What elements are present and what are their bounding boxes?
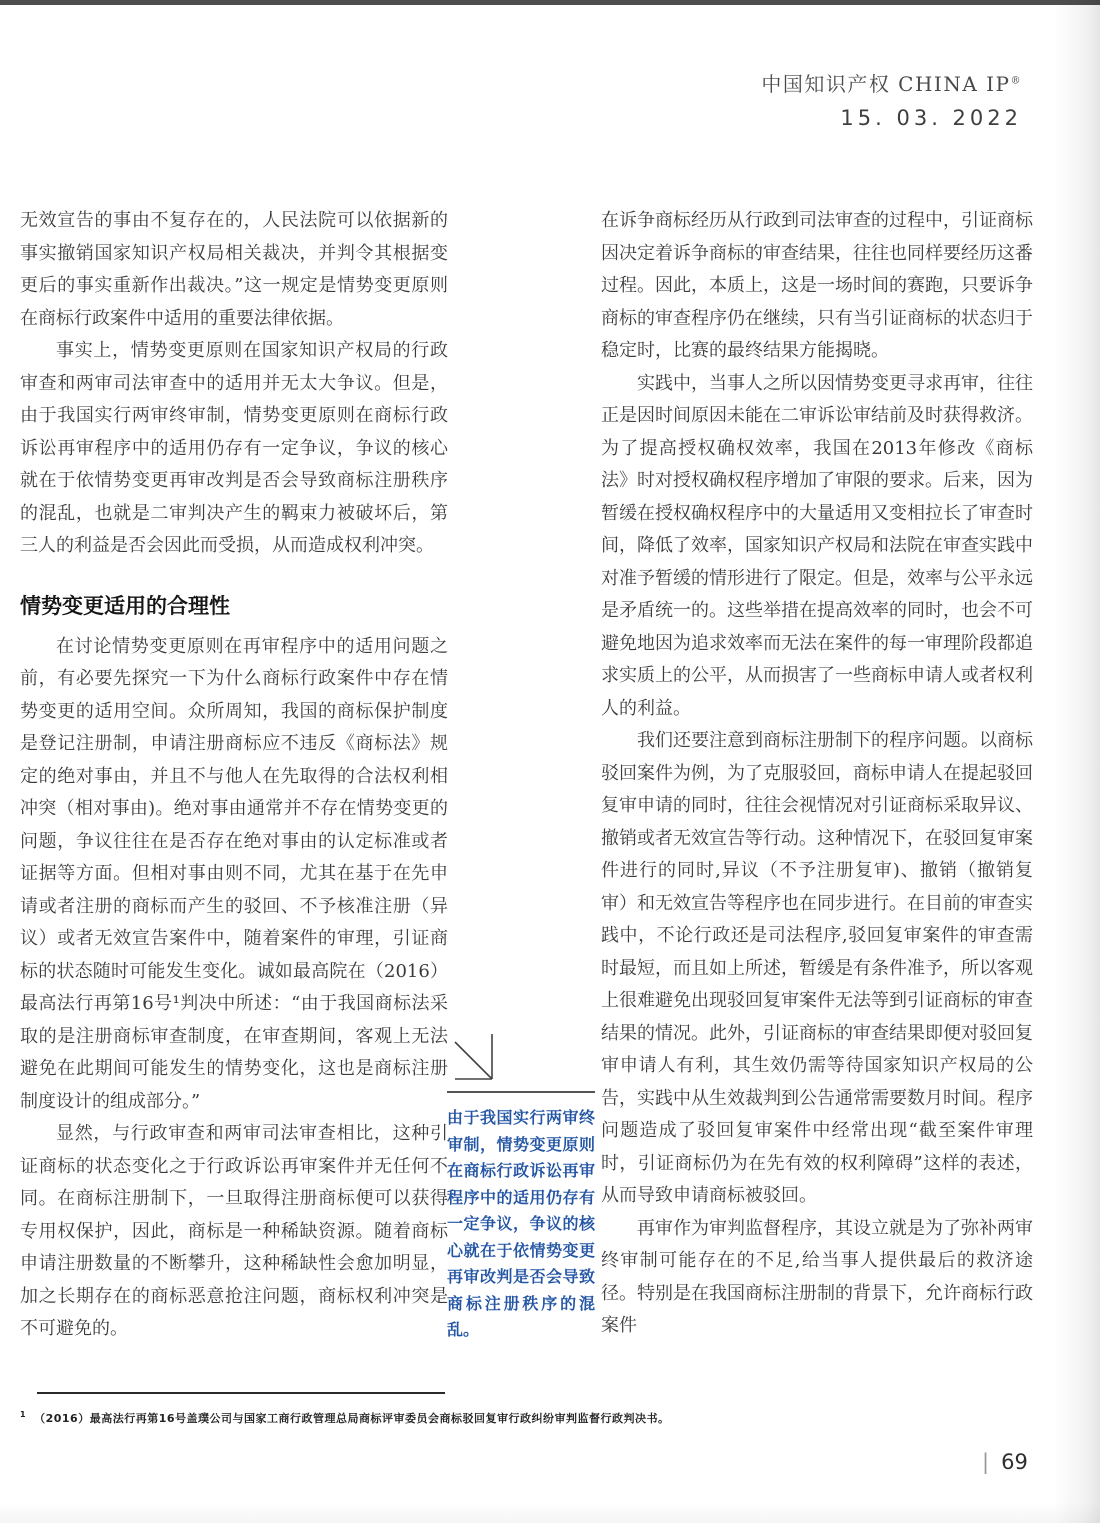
pull-quote-divider — [447, 1091, 595, 1093]
left-column — [20, 205, 448, 1346]
footnote-marker: 1 — [20, 1410, 27, 1420]
footnote-divider — [37, 1392, 445, 1394]
page-number-bar: | — [982, 1450, 990, 1474]
body-paragraph: 在诉争商标经历从行政到司法审查的过程中，引证商标因决定着诉争商标的审查结果，往往也同样要经历这番过程。因此，本质上，这是一场时间的赛跑，只要诉争商标的审查程序仍在继续，只有当引证商标的状态归于稳定时，比赛的最终结果方能揭晓。 — [601, 210, 1033, 361]
right-column — [601, 205, 1033, 1343]
page-header — [761, 68, 1022, 130]
page-number-value: 69 — [1001, 1450, 1028, 1474]
body-paragraph: 再审作为审判监督程序，其设立就是为了弥补两审终审制可能存在的不足,给当事人提供最后的救济途径。特别是在我国商标注册制的背景下，允许商标行政案件 — [601, 1217, 1033, 1336]
footnote-text — [20, 1410, 1020, 1426]
scan-edge-top — [0, 0, 1100, 5]
footnote-body: （2016）最高法行再第16号盖璞公司与国家工商行政管理总局商标评审委员会商标驳回复审行政纠纷审判监督行政判决书。 — [34, 1412, 670, 1425]
magazine-title-text: 中国知识产权 CHINA IP — [761, 72, 1011, 96]
body-paragraph: 无效宣告的事由不复存在的，人民法院可以依据新的事实撤销国家知识产权局相关裁决，并判令其根据变更后的事实重新作出裁决。”这一规定是情势变更原则在商标行政案件中适用的重要法律依据。 — [20, 210, 448, 329]
body-paragraph: 事实上，情势变更原则在国家知识产权局的行政审查和两审司法审查中的适用并无太大争议。但是，由于我国实行两审终审制，情势变更原则在商标行政诉讼再审程序中的适用仍存有一定争议，争议的核心就在于依情势变更再审改判是否会导致商标注册秩序的混乱，也就是二审判决产生的羁束力被破坏后，第三人的利益是否会因此而受损，从而造成权利冲突。 — [20, 340, 448, 556]
page-number — [982, 1450, 1028, 1474]
pull-quote-text: 由于我国实行两审终审制，情势变更原则在商标行政诉讼再审程序中的适用仍存有一定争议，争议的核心就在于依情势变更再审改判是否会导致商标注册秩序的混乱。 — [447, 1108, 595, 1339]
issue-date: 15. 03. 2022 — [840, 106, 1022, 130]
scan-edge-right — [1054, 0, 1100, 1523]
body-paragraph: 在讨论情势变更原则在再审程序中的适用问题之前，有必要先探究一下为什么商标行政案件中存在情势变更的适用空间。众所周知，我国的商标保护制度是登记注册制，申请注册商标应不违反《商标法》规定的绝对事由，并且不与他人在先取得的合法权利相冲突（相对事由)。绝对事由通常并不存在情势变更的问题，争议往往在是否存在绝对事由的认定标准或者证据等方面。但相对事由则不同，尤其在基于在先申请或者注册的商标而产生的驳回、不予核准注册（异议）或者无效宣告案件中，随着案件的审理，引证商标的状态随时可能发生变化。诚如最高院在（2016）最高法行再第16号¹判决中所述：“由于我国商标法采取的是注册商标审查制度，在审查期间，客观上无法避免在此期间可能发生的情势变化，这也是商标注册制度设计的组成部分。” — [20, 635, 448, 1112]
body-paragraph: 实践中，当事人之所以因情势变更寻求再审，往往正是因时间原因未能在二审诉讼审结前及时获得救济。为了提高授权确权效率，我国在2013年修改《商标法》时对授权确权程序增加了审限的要求。后来，因为暂缓在授权确权程序中的大量适用又变相拉长了审查时间，降低了效率，国家知识产权局和法院在审查实践中对准予暂缓的情形进行了限定。但是，效率与公平永远是矛盾统一的。这些举措在提高效率的同时，也会不可避免地因为追求效率而无法在案件的每一审理阶段都追求实质上的公平，从而损害了一些商标申请人或者权利人的利益。 — [601, 372, 1033, 719]
pull-quote — [447, 1032, 595, 1344]
footnote — [20, 1392, 1020, 1426]
corner-arrow-down-right-icon — [449, 1032, 501, 1088]
scan-edge-bottom — [0, 1501, 1100, 1523]
body-paragraph: 显然，与行政审查和两审司法审查相比，这种引证商标的状态变化之于行政诉讼再审案件并无任何不同。在商标注册制下，一旦取得注册商标便可以获得专用权保护，因此，商标是一种稀缺资源。随着商标申请注册数量的不断攀升，这种稀缺性会愈加明显，加之长期存在的商标恶意抢注问题，商标权利冲突是不可避免的。 — [20, 1123, 448, 1339]
body-paragraph: 我们还要注意到商标注册制下的程序问题。以商标驳回案件为例，为了克服驳回，商标申请人在提起驳回复审申请的同时，往往会视情况对引证商标采取异议、撤销或者无效宣告等行动。这种情况下，在驳回复审案件进行的同时,异议（不予注册复审)、撤销（撤销复审）和无效宣告等程序也在同步进行。在目前的审查实践中，不论行政还是司法程序,驳回复审案件的审查需时最短，而且如上所述，暂缓是有条件准予，所以客观上很难避免出现驳回复审案件无法等到引证商标的审查结果的情况。此外，引证商标的审查结果即便对驳回复审申请人有利，其生效仍需等待国家知识产权局的公告，实践中从生效裁判到公告通常需要数月时间。程序问题造成了驳回复审案件中经常出现“截至案件审理时，引证商标仍为在先有效的权利障碍”这样的表述，从而导致申请商标被驳回。 — [601, 730, 1033, 1206]
registered-trademark-symbol: ® — [1010, 75, 1022, 87]
magazine-title — [761, 68, 1022, 97]
section-heading: 情势变更适用的合理性 — [20, 593, 230, 618]
